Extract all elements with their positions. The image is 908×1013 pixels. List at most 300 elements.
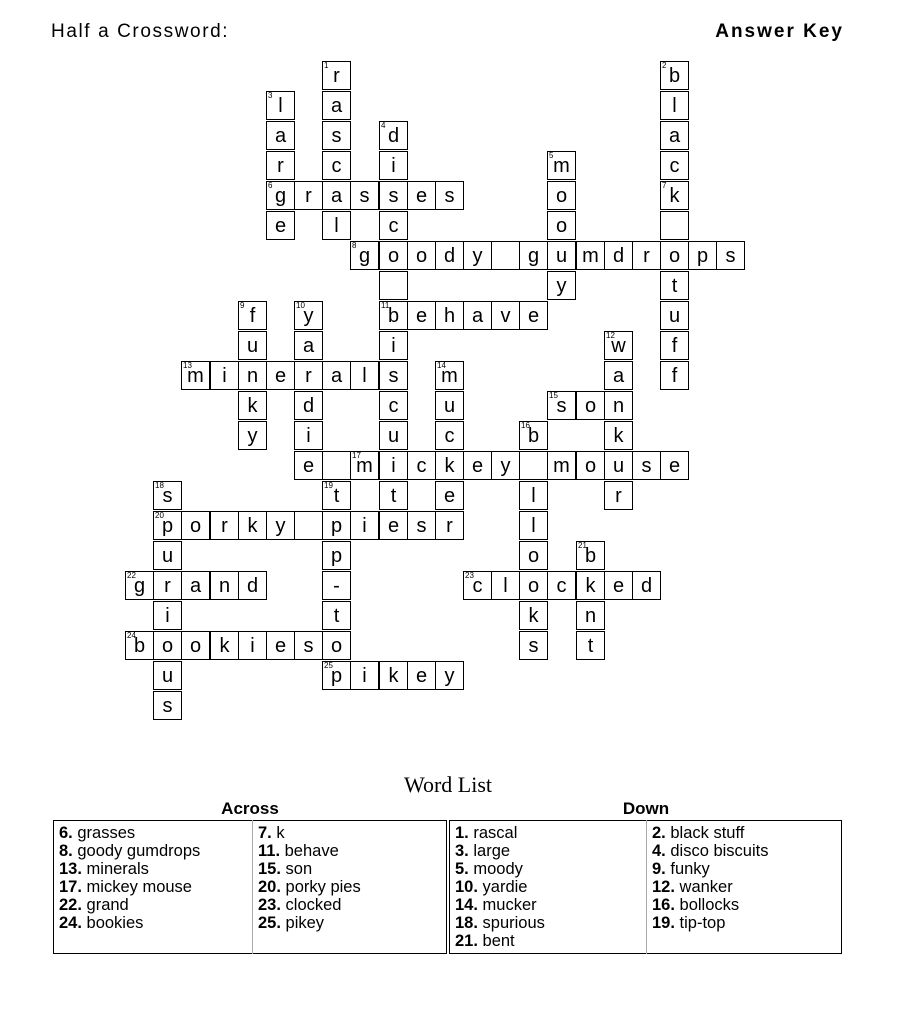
- entry-number: 19.: [652, 914, 675, 932]
- entry-number: 12.: [652, 878, 675, 896]
- grid-cell: [379, 331, 408, 360]
- entry-word: clocked: [285, 896, 342, 914]
- grid-cell: [322, 181, 351, 210]
- grid-cell: [350, 361, 379, 390]
- word-list-entry: [652, 860, 768, 878]
- cell-letter: g: [133, 575, 146, 597]
- entry-number: 10.: [455, 878, 478, 896]
- entry-number: 1.: [455, 824, 469, 842]
- cell-letter: o: [584, 395, 597, 417]
- cell-letter: s: [528, 635, 539, 657]
- cell-letter: s: [359, 185, 370, 207]
- clue-number: 22: [127, 571, 136, 580]
- cell-letter: y: [472, 245, 483, 267]
- cell-letter: e: [274, 635, 287, 657]
- word-list-entry: [59, 878, 200, 896]
- grid-cell: [350, 661, 379, 690]
- grid-cell: [660, 121, 689, 150]
- entry-number: 5.: [455, 860, 469, 878]
- grid-cell: [210, 361, 239, 390]
- cell-letter: b: [133, 635, 146, 657]
- cell-letter: a: [612, 365, 625, 387]
- cell-letter: c: [388, 395, 399, 417]
- cell-letter: e: [527, 305, 540, 327]
- grid-cell: [322, 601, 351, 630]
- cell-letter: k: [247, 395, 258, 417]
- cell-letter: o: [527, 545, 540, 567]
- grid-cell: [379, 241, 408, 270]
- cell-letter: u: [668, 305, 681, 327]
- word-list-entry: [652, 824, 768, 842]
- cell-letter: e: [274, 215, 287, 237]
- word-list-entry: [59, 860, 200, 878]
- cell-letter: i: [165, 605, 170, 627]
- cell-letter: b: [584, 545, 597, 567]
- cell-letter: o: [584, 455, 597, 477]
- grid-cell: [716, 241, 745, 270]
- cell-letter: p: [330, 515, 343, 537]
- grid-cell: [238, 361, 267, 390]
- grid-cell: [379, 391, 408, 420]
- grid-cell: [660, 241, 689, 270]
- grid-cell: [435, 391, 464, 420]
- grid-cell: [576, 601, 605, 630]
- cell-letter: d: [612, 245, 625, 267]
- grid-cell: [238, 331, 267, 360]
- grid-cell: [266, 91, 295, 120]
- word-list-entry: [258, 878, 361, 896]
- grid-cell: [604, 451, 633, 480]
- grid-cell: [547, 391, 576, 420]
- cell-letter: g: [274, 185, 287, 207]
- across-divider: [252, 820, 253, 954]
- grid-cell: [322, 631, 351, 660]
- grid-cell: [379, 361, 408, 390]
- cell-letter: e: [443, 485, 456, 507]
- cell-letter: c: [556, 575, 567, 597]
- grid-cell: [153, 661, 182, 690]
- grid-cell: [519, 541, 548, 570]
- word-list-entry: [652, 914, 768, 932]
- grid-cell: [153, 571, 182, 600]
- grid-cell: [379, 301, 408, 330]
- grid-cell: [322, 61, 351, 90]
- across-heading: Across: [221, 799, 279, 818]
- grid-cell: [660, 151, 689, 180]
- entry-word: grand: [86, 896, 129, 914]
- cell-letter: e: [274, 365, 287, 387]
- entry-word: son: [285, 860, 313, 878]
- grid-cell: [519, 571, 548, 600]
- cell-letter: n: [612, 395, 625, 417]
- entry-number: 17.: [59, 878, 82, 896]
- grid-cell: [181, 631, 210, 660]
- down-heading: Down: [622, 799, 670, 818]
- cell-letter: b: [527, 425, 540, 447]
- entry-word: bollocks: [679, 896, 740, 914]
- clue-number: 18: [155, 481, 164, 490]
- cell-letter: a: [189, 575, 202, 597]
- entry-number: 2.: [652, 824, 666, 842]
- cell-letter: p: [696, 245, 709, 267]
- grid-cell: [294, 421, 323, 450]
- clue-number: 4: [381, 121, 386, 130]
- grid-cell: [604, 391, 633, 420]
- grid-cell: [576, 571, 605, 600]
- cell-letter: c: [416, 455, 427, 477]
- entry-number: 3.: [455, 842, 469, 860]
- cell-letter: i: [222, 365, 227, 387]
- grid-cell: [604, 421, 633, 450]
- entry-number: 13.: [59, 860, 82, 878]
- grid-cell: [266, 151, 295, 180]
- grid-cell: [463, 571, 492, 600]
- cell-letter: s: [641, 455, 652, 477]
- grid-cell: [322, 661, 351, 690]
- grid-cell: [153, 601, 182, 630]
- cell-letter: k: [444, 455, 455, 477]
- cell-letter: o: [387, 245, 400, 267]
- cell-letter: n: [584, 605, 597, 627]
- cell-letter: a: [471, 305, 484, 327]
- cell-letter: a: [274, 125, 287, 147]
- word-list-entry: [652, 896, 768, 914]
- cell-letter: t: [333, 605, 340, 627]
- grid-cell: [294, 361, 323, 390]
- cell-letter: d: [302, 395, 315, 417]
- across-list-col2: [258, 824, 361, 932]
- clue-number: 8: [352, 241, 357, 250]
- entry-number: 4.: [652, 842, 666, 860]
- cell-letter: e: [387, 515, 400, 537]
- cell-letter: l: [672, 95, 677, 117]
- grid-cell: [294, 301, 323, 330]
- grid-cell: [576, 391, 605, 420]
- grid-cell: [238, 391, 267, 420]
- grid-cell: [266, 631, 295, 660]
- word-list-entry: [59, 914, 200, 932]
- cell-letter: b: [668, 65, 681, 87]
- clue-number: 10: [296, 301, 305, 310]
- grid-cell: [435, 481, 464, 510]
- grid-cell: [519, 481, 548, 510]
- cell-letter: k: [669, 185, 680, 207]
- cell-letter: a: [302, 335, 315, 357]
- cell-letter: l: [503, 575, 508, 597]
- grid-cell: [407, 301, 436, 330]
- cell-letter: f: [671, 335, 678, 357]
- grid-cell: [435, 451, 464, 480]
- grid-cell: [350, 511, 379, 540]
- grid-cell: [322, 481, 351, 510]
- cell-letter: w: [611, 335, 626, 357]
- cell-letter: a: [330, 95, 343, 117]
- grid-cell: [153, 691, 182, 720]
- word-list-entry: [455, 914, 545, 932]
- clue-number: 3: [268, 91, 273, 100]
- cell-letter: o: [330, 635, 343, 657]
- entry-number: 8.: [59, 842, 73, 860]
- grid-cell: [125, 631, 154, 660]
- word-list-entry: [258, 824, 361, 842]
- cell-letter: c: [472, 575, 483, 597]
- grid-cell: [435, 511, 464, 540]
- grid-cell: [519, 421, 548, 450]
- entry-word: porky pies: [285, 878, 361, 896]
- entry-number: 11.: [258, 842, 281, 860]
- grid-cell: [379, 421, 408, 450]
- word-list-entry: [258, 914, 361, 932]
- entry-word: spurious: [482, 914, 545, 932]
- clue-number: 6: [268, 181, 273, 190]
- cell-letter: t: [333, 485, 340, 507]
- cell-letter: s: [388, 185, 399, 207]
- cell-letter: p: [330, 545, 343, 567]
- word-list-entry: [258, 860, 361, 878]
- clue-number: 9: [240, 301, 245, 310]
- grid-cell: [379, 121, 408, 150]
- cell-letter: u: [161, 545, 174, 567]
- grid-cell: [660, 91, 689, 120]
- entry-word: mucker: [482, 896, 537, 914]
- grid-cell: [435, 241, 464, 270]
- grid-cell: [435, 421, 464, 450]
- cell-letter: i: [362, 665, 367, 687]
- entry-word: bookies: [86, 914, 144, 932]
- grid-cell: [576, 241, 605, 270]
- cell-letter: c: [444, 425, 455, 447]
- cell-letter: s: [388, 365, 399, 387]
- cell-letter: u: [555, 245, 568, 267]
- cell-letter: y: [275, 515, 286, 537]
- cell-letter: c: [669, 155, 680, 177]
- grid-cell: [379, 211, 408, 240]
- grid-cell: [435, 181, 464, 210]
- cell-letter: p: [161, 515, 174, 537]
- cell-letter: o: [415, 245, 428, 267]
- grid-cell: [379, 511, 408, 540]
- cell-letter: e: [415, 185, 428, 207]
- entry-word: bent: [482, 932, 515, 950]
- grid-cell: [379, 661, 408, 690]
- cell-letter: o: [555, 215, 568, 237]
- word-list-title: Word List: [403, 772, 493, 797]
- cell-letter: o: [668, 245, 681, 267]
- cell-letter: o: [161, 635, 174, 657]
- cell-letter: o: [189, 635, 202, 657]
- clue-number: 11: [381, 301, 390, 310]
- grid-cell: [294, 391, 323, 420]
- cell-letter: y: [556, 275, 567, 297]
- down-list-col2: [652, 824, 768, 932]
- grid-cell: [153, 481, 182, 510]
- grid-cell: [210, 511, 239, 540]
- grid-cell: [519, 601, 548, 630]
- grid-cell: [435, 301, 464, 330]
- grid-cell: [576, 451, 605, 480]
- grid-cell: [463, 451, 492, 480]
- entry-word: pikey: [285, 914, 325, 932]
- grid-cell: [266, 181, 295, 210]
- cell-letter: k: [388, 665, 399, 687]
- entry-number: 23.: [258, 896, 281, 914]
- entry-number: 18.: [455, 914, 478, 932]
- cell-letter: i: [362, 515, 367, 537]
- grid-cell: [519, 631, 548, 660]
- word-list-entry: [59, 824, 200, 842]
- cell-letter: k: [247, 515, 258, 537]
- entry-number: 7.: [258, 824, 272, 842]
- grid-cell: [407, 451, 436, 480]
- entry-number: 21.: [455, 932, 478, 950]
- grid-cell: [294, 331, 323, 360]
- entry-number: 15.: [258, 860, 281, 878]
- cell-letter: h: [443, 305, 456, 327]
- clue-number: 17: [352, 451, 361, 460]
- grid-cell: [379, 271, 408, 300]
- grid-cell: [210, 571, 239, 600]
- cell-letter: t: [390, 485, 397, 507]
- cell-letter: s: [725, 245, 736, 267]
- cell-letter: o: [189, 515, 202, 537]
- cell-letter: g: [358, 245, 371, 267]
- cell-letter: u: [161, 665, 174, 687]
- grid-cell: [604, 331, 633, 360]
- cell-letter: k: [585, 575, 596, 597]
- clue-number: 5: [549, 151, 554, 160]
- cell-letter: s: [162, 485, 173, 507]
- cell-letter: r: [446, 515, 453, 537]
- entry-number: 20.: [258, 878, 281, 896]
- cell-letter: r: [333, 65, 340, 87]
- grid-cell: [350, 241, 379, 270]
- cell-letter: u: [443, 395, 456, 417]
- grid-cell: [294, 511, 323, 540]
- word-list-entry: [455, 878, 545, 896]
- entry-word: disco biscuits: [670, 842, 769, 860]
- grid-cell: [266, 121, 295, 150]
- cell-letter: i: [250, 635, 255, 657]
- cell-letter: l: [531, 515, 536, 537]
- grid-cell: [238, 511, 267, 540]
- grid-cell: [660, 271, 689, 300]
- cell-letter: t: [671, 275, 678, 297]
- cell-letter: r: [615, 485, 622, 507]
- grid-cell: [294, 181, 323, 210]
- entry-word: black stuff: [670, 824, 745, 842]
- grid-cell: [660, 181, 689, 210]
- cell-letter: y: [247, 425, 258, 447]
- cell-letter: s: [331, 125, 342, 147]
- grid-cell: [547, 571, 576, 600]
- grid-cell: [547, 241, 576, 270]
- cell-letter: m: [356, 455, 373, 477]
- grid-cell: [181, 571, 210, 600]
- entry-word: behave: [284, 842, 339, 860]
- cell-letter: v: [500, 305, 511, 327]
- cell-letter: o: [555, 185, 568, 207]
- cell-letter: d: [387, 125, 400, 147]
- grid-cell: [322, 121, 351, 150]
- cell-letter: u: [612, 455, 625, 477]
- cell-letter: u: [246, 335, 259, 357]
- answer-key-label: Answer Key: [715, 21, 844, 42]
- entry-word: mickey mouse: [86, 878, 192, 896]
- cell-letter: f: [249, 305, 256, 327]
- cell-letter: e: [612, 575, 625, 597]
- grid-cell: [660, 211, 689, 240]
- clue-number: 21: [578, 541, 587, 550]
- grid-cell: [238, 571, 267, 600]
- cell-letter: b: [387, 305, 400, 327]
- grid-cell: [435, 661, 464, 690]
- cell-letter: s: [444, 185, 455, 207]
- grid-cell: [491, 571, 520, 600]
- clue-number: 13: [183, 361, 192, 370]
- grid-cell: [266, 511, 295, 540]
- clue-number: 25: [324, 661, 333, 670]
- grid-cell: [238, 421, 267, 450]
- grid-cell: [379, 181, 408, 210]
- cell-letter: e: [668, 455, 681, 477]
- clue-number: 12: [606, 331, 615, 340]
- grid-cell: [266, 361, 295, 390]
- grid-cell: [519, 451, 548, 480]
- cell-letter: s: [556, 395, 567, 417]
- cell-letter: l: [531, 485, 536, 507]
- cell-letter: f: [671, 365, 678, 387]
- cell-letter: y: [444, 665, 455, 687]
- cell-letter: d: [246, 575, 259, 597]
- clue-number: 2: [662, 61, 667, 70]
- cell-letter: r: [305, 365, 312, 387]
- grid-cell: [519, 511, 548, 540]
- cell-letter: e: [471, 455, 484, 477]
- entry-number: 6.: [59, 824, 73, 842]
- grid-cell: [604, 361, 633, 390]
- grid-cell: [181, 511, 210, 540]
- grid-cell: [181, 361, 210, 390]
- grid-cell: [688, 241, 717, 270]
- grid-cell: [407, 511, 436, 540]
- clue-number: 24: [127, 631, 136, 640]
- cell-letter: k: [528, 605, 539, 627]
- entry-word: yardie: [482, 878, 528, 896]
- grid-cell: [322, 361, 351, 390]
- word-list-entry: [455, 824, 545, 842]
- grid-cell: [322, 571, 351, 600]
- grid-cell: [294, 631, 323, 660]
- grid-cell: [322, 91, 351, 120]
- grid-cell: [519, 301, 548, 330]
- clue-number: 23: [465, 571, 474, 580]
- cell-letter: e: [415, 665, 428, 687]
- cell-letter: r: [221, 515, 228, 537]
- grid-cell: [519, 241, 548, 270]
- word-list-entry: [652, 878, 768, 896]
- cell-letter: e: [415, 305, 428, 327]
- entry-word: funky: [670, 860, 710, 878]
- clue-number: 16: [521, 421, 530, 430]
- cell-letter: r: [305, 185, 312, 207]
- cell-letter: s: [303, 635, 314, 657]
- grid-cell: [379, 481, 408, 510]
- cell-letter: m: [582, 245, 599, 267]
- grid-cell: [210, 631, 239, 660]
- grid-cell: [153, 631, 182, 660]
- cell-letter: i: [391, 335, 396, 357]
- clue-number: 19: [324, 481, 333, 490]
